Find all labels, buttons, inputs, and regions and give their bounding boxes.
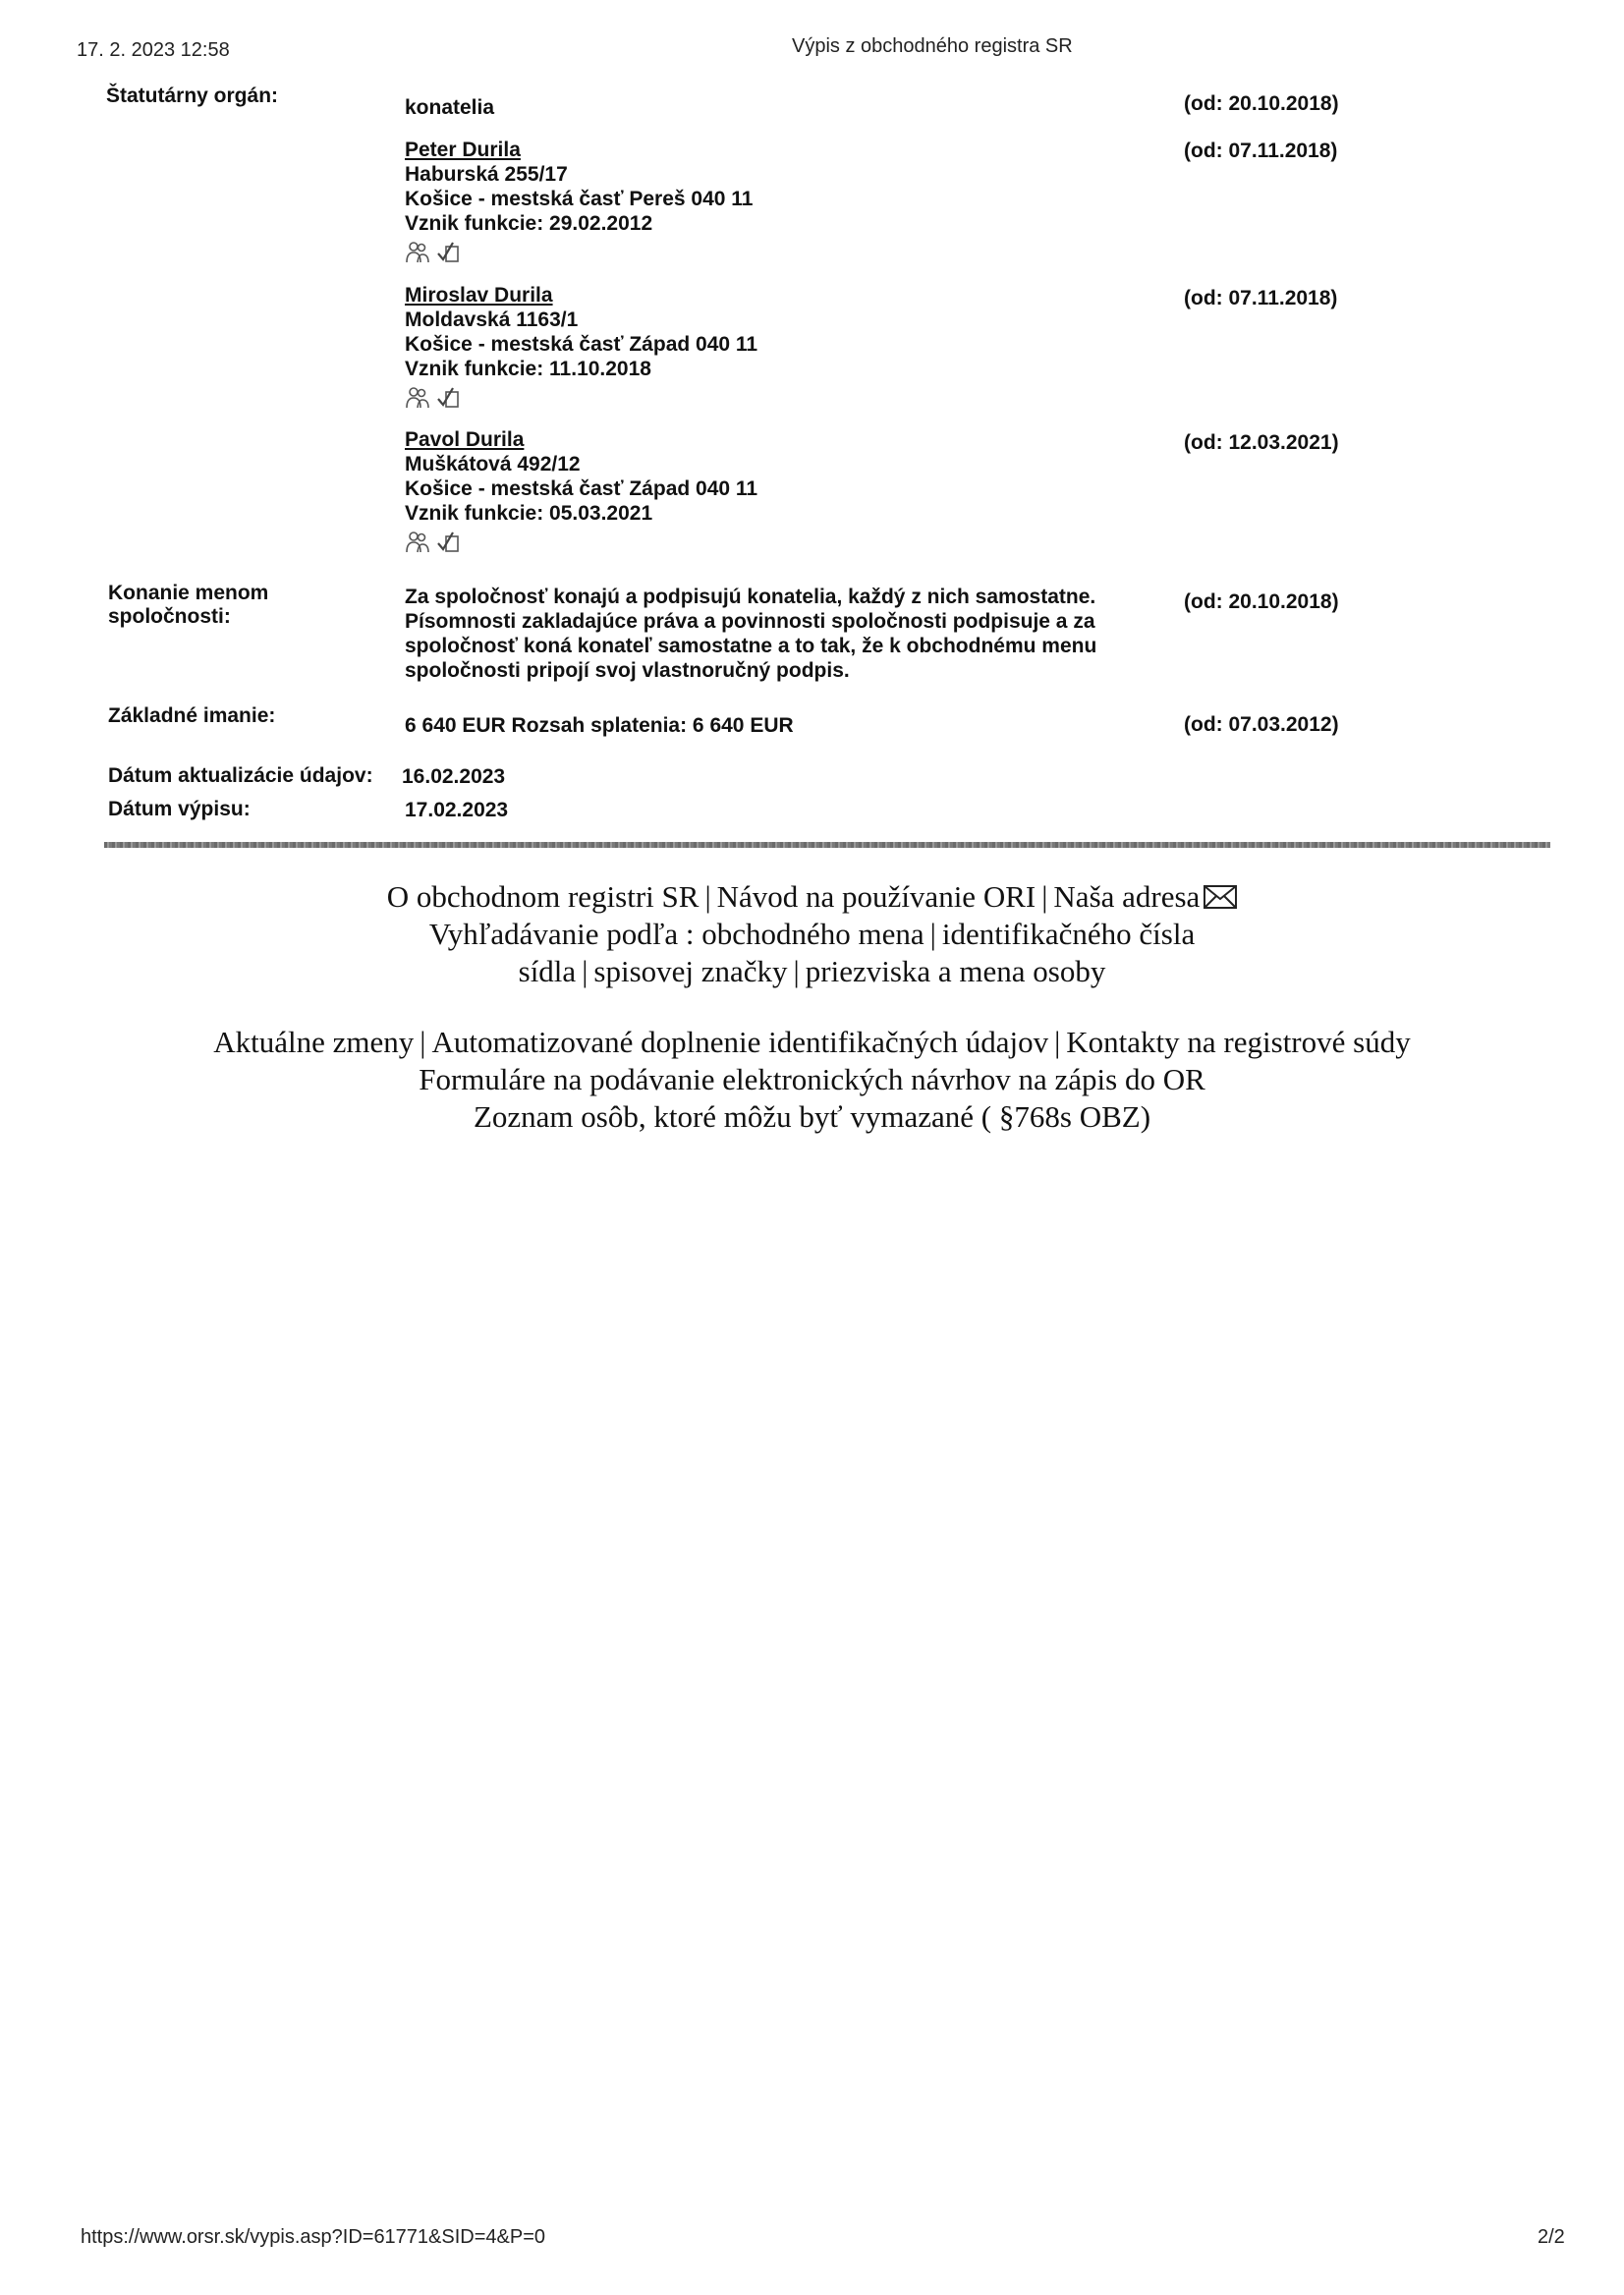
person-name[interactable]: Pavol Durila	[405, 428, 525, 451]
acting-line: spoločnosť koná konateľ samostatne a to tak, že k obchodnému menu	[405, 635, 1097, 657]
page-number: 2/2	[1538, 2226, 1565, 2248]
links-line-1: O obchodnom registri SR | Návod na používanie ORI | Naša adresa	[0, 878, 1624, 916]
persons-icon[interactable]	[405, 384, 430, 410]
verified-icon[interactable]	[436, 384, 462, 410]
extract-date-label: Dátum výpisu:	[108, 798, 251, 820]
acting-label-line: Konanie menom	[108, 582, 269, 604]
link-search-person-name[interactable]: priezviska a mena osoby	[805, 954, 1106, 988]
acting-label	[108, 582, 268, 629]
link-automated-id-completion[interactable]: Automatizované doplnenie identifikačných údajov	[431, 1025, 1049, 1059]
link-search-business-name[interactable]: obchodného mena	[701, 917, 924, 951]
capital-label: Základné imanie:	[108, 704, 276, 727]
links-line-4: Aktuálne zmeny | Automatizované doplnenie identifikačných údajov | Kontakty na registrové súdy	[213, 1025, 1411, 1059]
links-line-5	[0, 1061, 1624, 1098]
person-city: Košice - mestská časť Západ 040 11	[405, 477, 758, 500]
document-title: Výpis z obchodného registra SR	[792, 35, 1073, 57]
person-city: Košice - mestská časť Pereš 040 11	[405, 188, 754, 210]
print-timestamp: 17. 2. 2023 12:58	[77, 39, 230, 61]
statutory-type-date: (od: 20.10.2018)	[1184, 92, 1339, 115]
link-court-contacts[interactable]: Kontakty na registrové súdy	[1066, 1025, 1411, 1059]
persons-icon[interactable]	[405, 239, 430, 264]
person-date: (od: 07.11.2018)	[1184, 287, 1338, 309]
extract-date-value: 17.02.2023	[405, 799, 509, 821]
link-search-file-number[interactable]: spisovej značky	[593, 954, 788, 988]
persons-icon[interactable]	[405, 529, 430, 554]
person-name[interactable]: Miroslav Durila	[405, 284, 553, 307]
person-street: Moldavská 1163/1	[405, 308, 579, 331]
person-entry	[405, 138, 753, 264]
acting-line: Písomnosti zakladajúce práva a povinnosti spoločnosti podpisuje a za	[405, 610, 1095, 633]
links-line-2: Vyhľadávanie podľa : obchodného mena | identifikačného čísla	[428, 917, 1196, 951]
link-search-seat[interactable]: sídla	[518, 954, 577, 988]
acting-date: (od: 20.10.2018)	[1184, 590, 1339, 613]
update-date-value: 16.02.2023	[402, 765, 506, 788]
person-entry	[405, 427, 757, 554]
person-street: Muškátová 492/12	[405, 453, 581, 476]
person-start: Vznik funkcie: 29.02.2012	[405, 212, 653, 235]
person-street: Haburská 255/17	[405, 163, 568, 186]
statutory-label: Štatutárny orgán:	[106, 84, 279, 107]
update-date-label: Dátum aktualizácie údajov:	[108, 764, 373, 787]
separator-rule	[104, 842, 1550, 848]
statutory-type: konatelia	[405, 96, 495, 119]
link-usage-guide[interactable]: Návod na používanie ORI	[716, 879, 1036, 914]
acting-line: Za spoločnosť konajú a podpisujú konatelia, každý z nich samostatne.	[405, 586, 1096, 608]
person-date: (od: 12.03.2021)	[1184, 431, 1339, 454]
person-name[interactable]: Peter Durila	[405, 139, 521, 161]
footer-url: https://www.orsr.sk/vypis.asp?ID=61771&SID=4&P=0	[81, 2226, 546, 2248]
person-date: (od: 07.11.2018)	[1184, 140, 1338, 162]
link-search-id-number[interactable]: identifikačného čísla	[941, 917, 1196, 951]
person-start: Vznik funkcie: 05.03.2021	[405, 502, 653, 525]
acting-label-line: spoločnosti:	[108, 605, 231, 628]
link-our-address[interactable]: Naša adresa	[1053, 879, 1201, 914]
envelope-icon[interactable]	[1204, 880, 1237, 904]
person-entry	[405, 283, 757, 410]
verified-icon[interactable]	[436, 239, 462, 264]
acting-line: spoločnosti pripojí svoj vlastnoručný podpis.	[405, 659, 850, 682]
person-city: Košice - mestská časť Západ 040 11	[405, 333, 758, 356]
person-start: Vznik funkcie: 11.10.2018	[405, 358, 651, 380]
link-deletable-persons[interactable]: Zoznam osôb, ktoré môžu byť vymazané ( §768s OBZ)	[473, 1099, 1151, 1134]
link-electronic-forms[interactable]: Formuláre na podávanie elektronických návrhov na zápis do OR	[419, 1062, 1205, 1096]
links-line-3: sídla | spisovej značky | priezviska a mena osoby	[518, 954, 1106, 988]
capital-value: 6 640 EUR Rozsah splatenia: 6 640 EUR	[405, 714, 794, 737]
link-current-changes[interactable]: Aktuálne zmeny	[213, 1025, 415, 1059]
links-line-6	[0, 1098, 1624, 1136]
link-about-register[interactable]: O obchodnom registri SR	[386, 879, 700, 914]
capital-date: (od: 07.03.2012)	[1184, 713, 1339, 736]
search-by-label: Vyhľadávanie podľa :	[428, 917, 695, 951]
acting-text	[405, 585, 1096, 683]
verified-icon[interactable]	[436, 529, 462, 554]
